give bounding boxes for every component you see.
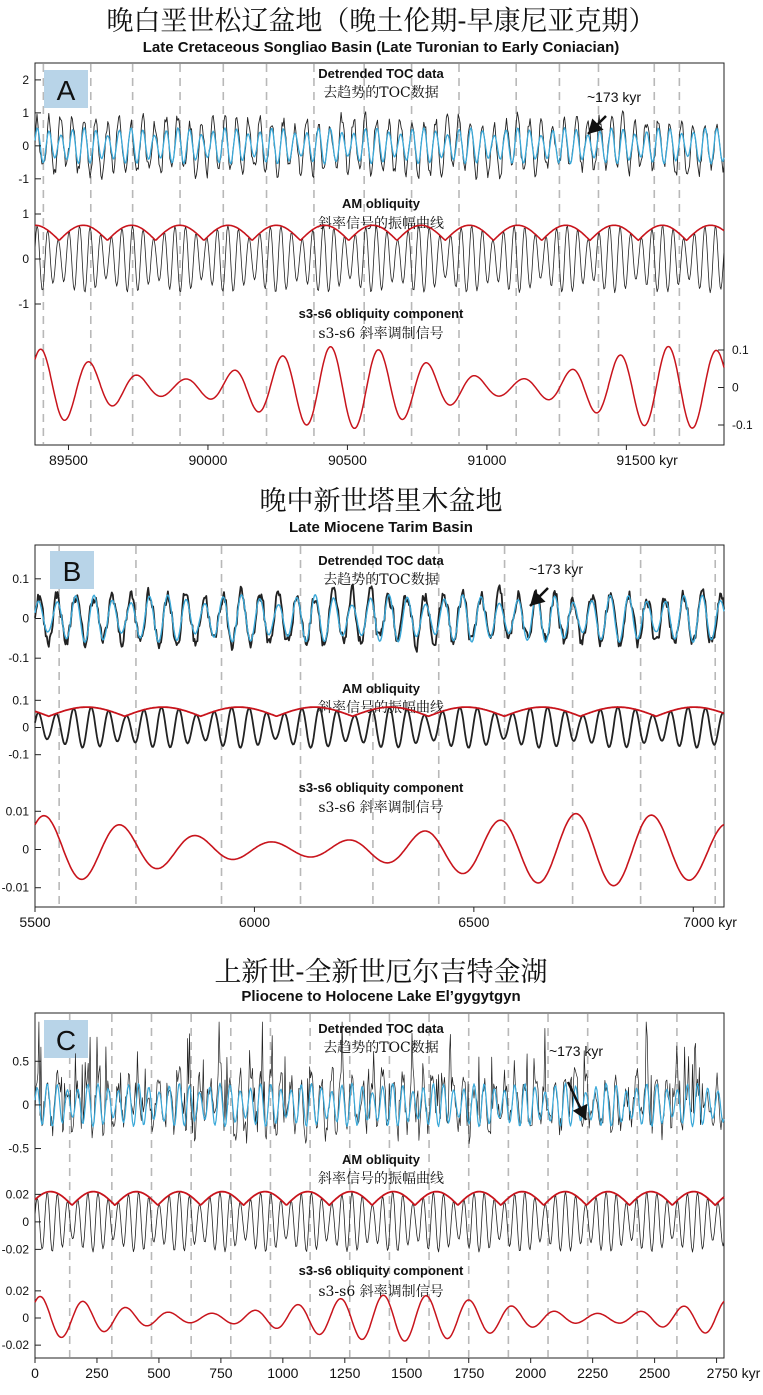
y-tick-label: 0: [22, 1214, 29, 1229]
y-tick-label: 0.1: [12, 571, 29, 586]
panel-c-s3s6-label-en: s3-s6 obliquity component: [298, 1263, 464, 1278]
panel-a-173kyr-arrow: [588, 116, 606, 134]
x-tick-label: 6000: [238, 914, 271, 930]
panel-c-toc-label-cn: 去趋势的TOC数据: [323, 1040, 439, 1056]
panel-a-s3s6-label-en: s3-s6 obliquity component: [298, 306, 464, 321]
panel-a-toc-label-en: Detrended TOC data: [318, 66, 444, 81]
y-tick-label: -0.1: [732, 418, 753, 432]
x-tick-label: 5500: [19, 914, 51, 930]
y-tick-label: 0: [22, 842, 29, 857]
panel-a-s3s6-subplot: [35, 306, 753, 432]
panel-a-s3s6-label-cn: s3-s6 斜率调制信号: [318, 326, 444, 342]
y-tick-label: 0: [732, 380, 739, 395]
panel-a-letter: A: [56, 75, 76, 106]
panel-b-s3s6-label-en: s3-s6 obliquity component: [298, 780, 464, 795]
panel-a-s3s6-y-ticks: [718, 343, 753, 432]
panel-a-x-axis: [49, 445, 678, 468]
y-tick-label: 1: [22, 105, 29, 120]
panel-a-am-y-ticks: [18, 207, 41, 311]
x-tick-label: 750: [209, 1365, 233, 1381]
panel-a-s3s6-component-line: [35, 347, 724, 429]
panel-b-title: 晚中新世塔里木盆地: [259, 486, 503, 517]
panel-b-toc-label-en: Detrended TOC data: [318, 553, 444, 568]
x-tick-label: 89500: [49, 452, 88, 468]
y-tick-label: -0.1: [8, 651, 29, 666]
y-tick-label: 0: [22, 1311, 29, 1325]
panel-a-subtitle: Late Cretaceous Songliao Basin (Late Turonian to Early Coniacian): [142, 39, 620, 56]
panel-c-am-label-cn: 斜率信号的振幅曲线: [318, 1171, 444, 1187]
y-tick-label: 2: [22, 72, 29, 87]
panel-c-letter: C: [55, 1025, 77, 1056]
x-tick-label: 1750: [453, 1365, 485, 1381]
x-tick-label: 500: [147, 1365, 171, 1381]
y-tick-label: -0.5: [8, 1141, 29, 1156]
x-tick-label: 2250: [577, 1365, 609, 1381]
panel-c-s3s6-component-line: [35, 1295, 724, 1341]
y-tick-label: 0: [22, 1097, 29, 1112]
y-tick-label: 0.1: [732, 343, 749, 357]
panel-c-173kyr-label: ~173 kyr: [548, 1043, 604, 1059]
panel-c-toc-label-en: Detrended TOC data: [318, 1021, 444, 1036]
y-tick-label: -0.02: [1, 1242, 29, 1257]
panel-c-toc-subplot: [8, 1021, 724, 1156]
panel-c: [2, 957, 761, 1381]
y-tick-label: -0.01: [1, 880, 29, 895]
y-tick-label: 0.02: [5, 1283, 29, 1298]
x-tick-label: 1250: [329, 1365, 361, 1381]
y-tick-label: 0.5: [12, 1054, 29, 1069]
x-tick-label: 1000: [267, 1365, 299, 1381]
panel-a-am-label-en: AM obliquity: [342, 196, 420, 211]
panel-b-toc-subplot: [8, 553, 724, 665]
y-tick-label: -1: [18, 171, 29, 186]
y-tick-label: 0: [22, 252, 29, 266]
panel-a-am-filtered-line: [35, 225, 724, 292]
panel-b-x-axis: [19, 907, 737, 930]
panel-b: [2, 486, 738, 930]
x-tick-label: 2500: [639, 1365, 671, 1381]
panel-b-letter: B: [62, 556, 82, 587]
panel-b-subtitle: Late Miocene Tarim Basin: [289, 519, 473, 536]
panel-a-toc-label-cn: 去趋势的TOC数据: [323, 85, 439, 101]
panel-c-title: 上新世-全新世厄尔吉特金湖: [214, 957, 548, 988]
x-tick-label: 7000 kyr: [683, 914, 737, 930]
panel-c-x-axis: [31, 1358, 760, 1381]
x-tick-label: 1500: [391, 1365, 423, 1381]
x-tick-label: 91000: [467, 452, 507, 468]
y-tick-label: 0: [22, 720, 29, 735]
panel-a: [18, 6, 753, 468]
y-tick-label: -0.1: [8, 747, 29, 762]
panel-a-173kyr-label: ~173 kyr: [586, 89, 642, 105]
panel-c-s3s6-subplot: [2, 1263, 724, 1352]
y-tick-label: 0: [22, 138, 29, 153]
panel-c-toc-model-line: [35, 1083, 724, 1127]
panel-a-am-label-cn: 斜率信号的振幅曲线: [318, 216, 444, 232]
panel-c-am-subplot: [2, 1152, 724, 1256]
y-tick-label: -1: [18, 297, 29, 311]
x-tick-label: 90000: [188, 452, 228, 468]
panel-b-am-y-ticks: [8, 693, 41, 761]
x-tick-label: 91500 kyr: [616, 452, 678, 468]
panel-c-s3s6-label-cn: s3-s6 斜率调制信号: [318, 1284, 444, 1300]
panel-a-title: 晚白垩世松辽盆地（晚土伦期-早康尼亚克期）: [106, 6, 656, 37]
x-tick-label: 0: [31, 1365, 39, 1381]
x-tick-label: 2750 kyr: [706, 1365, 761, 1381]
y-tick-label: -0.02: [1, 1338, 29, 1353]
x-tick-label: 6500: [458, 914, 490, 930]
y-tick-label: 0.02: [5, 1187, 29, 1202]
panel-b-toc-y-ticks: [8, 572, 41, 665]
panel-c-subtitle: Pliocene to Holocene Lake El’gygytgyn: [241, 988, 521, 1005]
panel-a-am-subplot: [18, 196, 724, 311]
panel-b-frame: [35, 545, 724, 907]
panel-b-am-label-en: AM obliquity: [342, 681, 420, 696]
panel-b-am-subplot: [8, 681, 724, 762]
x-tick-label: 90500: [327, 452, 367, 468]
panel-c-am-label-en: AM obliquity: [342, 1152, 420, 1167]
y-tick-label: 1: [22, 207, 29, 221]
x-tick-label: 250: [85, 1365, 109, 1381]
panel-b-s3s6-subplot: [2, 780, 724, 895]
panel-b-173kyr-arrow: [530, 588, 548, 606]
y-tick-label: 0: [22, 611, 29, 626]
panel-b-s3s6-label-cn: s3-s6 斜率调制信号: [318, 800, 444, 816]
panel-a-frame: [35, 63, 724, 445]
panel-b-s3s6-component-line: [35, 814, 724, 886]
panel-b-173kyr-label: ~173 kyr: [528, 561, 584, 577]
panel-c-am-filtered-line: [35, 1192, 724, 1252]
panel-a-toc-subplot: [18, 66, 724, 186]
y-tick-label: 0.1: [12, 693, 29, 708]
panel-b-am-label-cn: 斜率信号的振幅曲线: [318, 700, 444, 716]
x-tick-label: 2000: [515, 1365, 547, 1381]
panel-c-toc-y-ticks: [8, 1054, 41, 1155]
panel-b-toc-label-cn: 去趋势的TOC数据: [323, 572, 439, 588]
y-tick-label: 0.01: [5, 804, 29, 819]
